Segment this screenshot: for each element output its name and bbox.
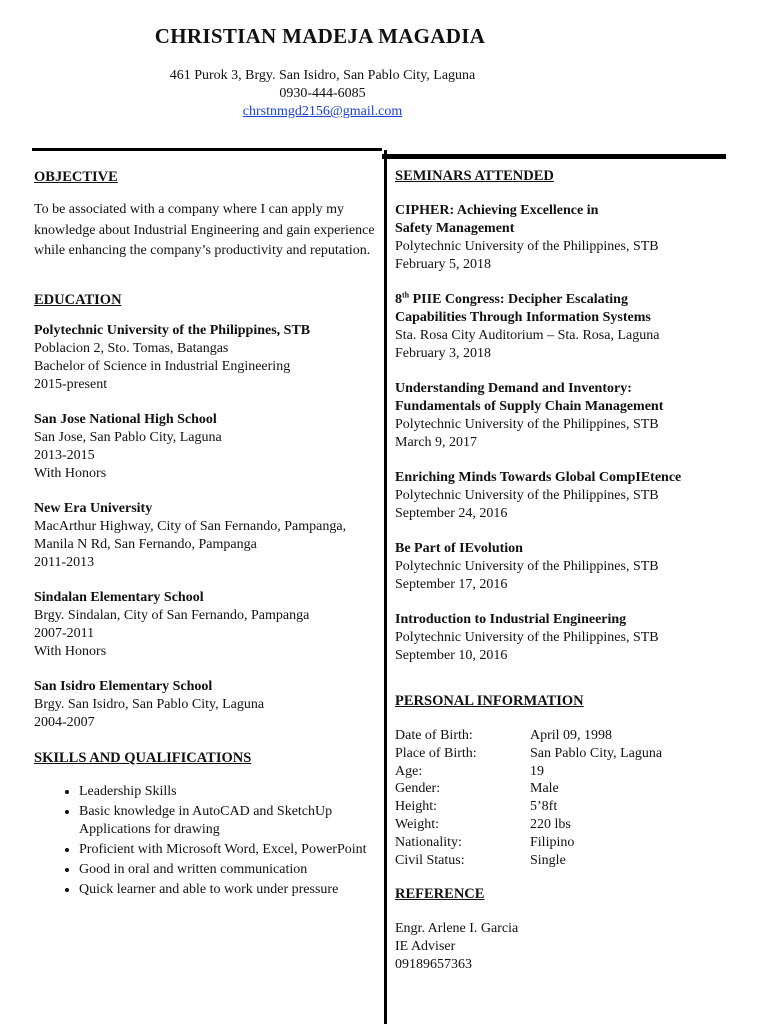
top-divider-thick <box>382 154 726 159</box>
personal-info-row <box>395 745 662 763</box>
personal-info-row <box>395 798 662 816</box>
seminar-title: Understanding Demand and Inventory: <box>395 381 632 396</box>
school-detail: San Jose, San Pablo City, Laguna <box>34 430 222 446</box>
seminar-title: Safety Management <box>395 221 515 236</box>
top-divider-thin <box>32 148 382 151</box>
school-detail: Poblacion 2, Sto. Tomas, Batangas <box>34 341 229 357</box>
seminar-ordinal-suffix: th <box>402 290 410 300</box>
info-label: Gender: <box>395 781 441 797</box>
reference-title: IE Adviser <box>395 939 456 955</box>
info-label: Date of Birth: <box>395 728 473 743</box>
info-value: San Pablo City, Laguna <box>530 745 663 761</box>
seminar-date: February 3, 2018 <box>395 346 492 361</box>
phone: 0930-444-6085 <box>279 86 366 101</box>
education-entry <box>34 678 379 732</box>
objective-heading: OBJECTIVE <box>34 169 118 185</box>
seminar-date: September 10, 2016 <box>395 648 508 663</box>
school-name: San Isidro Elementary School <box>34 679 213 695</box>
seminar-title: Capabilities Through Information Systems <box>395 310 651 325</box>
education-entry <box>34 500 379 572</box>
seminar-date: September 24, 2016 <box>395 506 508 521</box>
school-detail: Bachelor of Science in Industrial Engineering <box>34 359 291 375</box>
education-heading: EDUCATION <box>34 292 122 309</box>
info-label: Civil Status: <box>395 852 465 868</box>
info-label: Place of Birth: <box>395 745 477 761</box>
seminar-venue: Polytechnic University of the Philippines, STB <box>395 559 659 574</box>
school-name: Sindalan Elementary School <box>34 590 204 606</box>
seminars-heading: SEMINARS ATTENDED <box>395 168 554 184</box>
education-entry <box>34 411 379 483</box>
school-name: New Era University <box>34 501 153 517</box>
seminar-venue: Polytechnic University of the Philippines, STB <box>395 488 659 503</box>
seminar-ordinal: 8 <box>395 292 402 307</box>
info-value: Filipino <box>530 834 575 850</box>
school-detail: 2007-2011 <box>34 626 95 642</box>
seminar-entry <box>395 469 745 523</box>
seminar-entry <box>395 380 745 452</box>
school-detail: 2013-2015 <box>34 448 95 464</box>
seminar-date: September 17, 2016 <box>395 577 508 592</box>
school-detail: Brgy. San Isidro, San Pablo City, Laguna <box>34 697 265 713</box>
seminar-title: Fundamentals of Supply Chain Management <box>395 399 664 414</box>
contact-block <box>0 67 645 121</box>
personal-info-row <box>395 780 662 798</box>
school-name: Polytechnic University of the Philippines, STB <box>34 323 311 339</box>
info-label: Weight: <box>395 816 439 832</box>
info-value: Single <box>530 852 566 868</box>
personal-info-heading: PERSONAL INFORMATION <box>395 693 584 709</box>
school-name: San Jose National High School <box>34 412 217 428</box>
column-divider <box>384 150 387 1024</box>
seminar-title: Introduction to Industrial Engineering <box>395 612 627 627</box>
seminar-date: February 5, 2018 <box>395 257 492 272</box>
info-label: Nationality: <box>395 834 462 850</box>
school-detail: Brgy. Sindalan, City of San Fernando, Pampanga <box>34 608 310 624</box>
objective-text: To be associated with a company where I can apply my knowledge about Industrial Engineering and gain experience while enhancing the company’s productivity and reputation. <box>34 202 375 259</box>
school-detail: 2004-2007 <box>34 715 95 731</box>
seminar-title: Be Part of IEvolution <box>395 541 523 556</box>
school-detail: 2015-present <box>34 377 108 393</box>
skill-item: • Leadership Skills <box>79 783 379 801</box>
seminar-title: Enriching Minds Towards Global CompIEtence <box>395 470 682 485</box>
seminar-list <box>395 202 745 665</box>
info-value: Male <box>530 781 559 797</box>
seminar-entry <box>395 291 745 363</box>
seminar-venue: Sta. Rosa City Auditorium – Sta. Rosa, Laguna <box>395 328 660 343</box>
skills-list <box>34 783 379 899</box>
education-entry <box>34 589 379 661</box>
info-label: Age: <box>395 763 423 779</box>
skill-item: • Proficient with Microsoft Word, Excel, PowerPoint <box>79 841 379 859</box>
personal-info-row <box>395 852 662 870</box>
school-detail: 2011-2013 <box>34 555 95 571</box>
info-label: Height: <box>395 799 437 815</box>
seminar-venue: Polytechnic University of the Philippines, STB <box>395 417 659 432</box>
seminar-entry <box>395 202 745 274</box>
info-value: 5’8ft <box>530 799 558 815</box>
seminar-title <box>395 291 745 309</box>
school-detail: With Honors <box>34 644 107 660</box>
seminar-venue: Polytechnic University of the Philippines, STB <box>395 239 659 254</box>
reference-block <box>395 920 745 974</box>
education-entry <box>34 322 379 394</box>
education-list <box>34 322 379 732</box>
personal-info-row <box>395 816 662 834</box>
seminar-entry <box>395 611 745 665</box>
skill-item: • Basic knowledge in AutoCAD and SketchUp Applications for drawing <box>79 803 379 839</box>
skill-item: • Good in oral and written communication <box>79 861 379 879</box>
info-value: 220 lbs <box>530 816 571 832</box>
seminar-date: March 9, 2017 <box>395 435 478 450</box>
left-column <box>34 168 379 901</box>
skill-item: • Quick learner and able to work under pressure <box>79 881 379 899</box>
reference-heading: REFERENCE <box>395 886 485 903</box>
right-column <box>395 167 745 974</box>
address: 461 Purok 3, Brgy. San Isidro, San Pablo City, Laguna <box>169 68 476 83</box>
school-detail: MacArthur Highway, City of San Fernando, Pampanga, <box>34 519 347 535</box>
personal-info-table <box>395 727 662 869</box>
info-value: April 09, 1998 <box>530 728 613 743</box>
info-value: 19 <box>530 763 544 779</box>
resume-name: CHRISTIAN MADEJA MAGADIA <box>154 24 486 48</box>
school-detail: With Honors <box>34 466 107 482</box>
personal-info-row <box>395 727 662 745</box>
reference-phone: 09189657363 <box>395 957 472 973</box>
seminar-venue: Polytechnic University of the Philippines, STB <box>395 630 659 645</box>
seminar-title: CIPHER: Achieving Excellence in <box>395 203 599 218</box>
personal-info-row <box>395 763 662 781</box>
email-link[interactable]: chrstnmgd2156@gmail.com <box>242 104 403 119</box>
personal-info-row <box>395 834 662 852</box>
school-detail: Manila N Rd, San Fernando, Pampanga <box>34 537 257 553</box>
reference-name: Engr. Arlene I. Garcia <box>395 921 519 937</box>
seminar-entry <box>395 540 745 594</box>
seminar-title-text: PIIE Congress: Decipher Escalating <box>409 292 628 307</box>
skills-heading: SKILLS AND QUALIFICATIONS <box>34 750 252 767</box>
